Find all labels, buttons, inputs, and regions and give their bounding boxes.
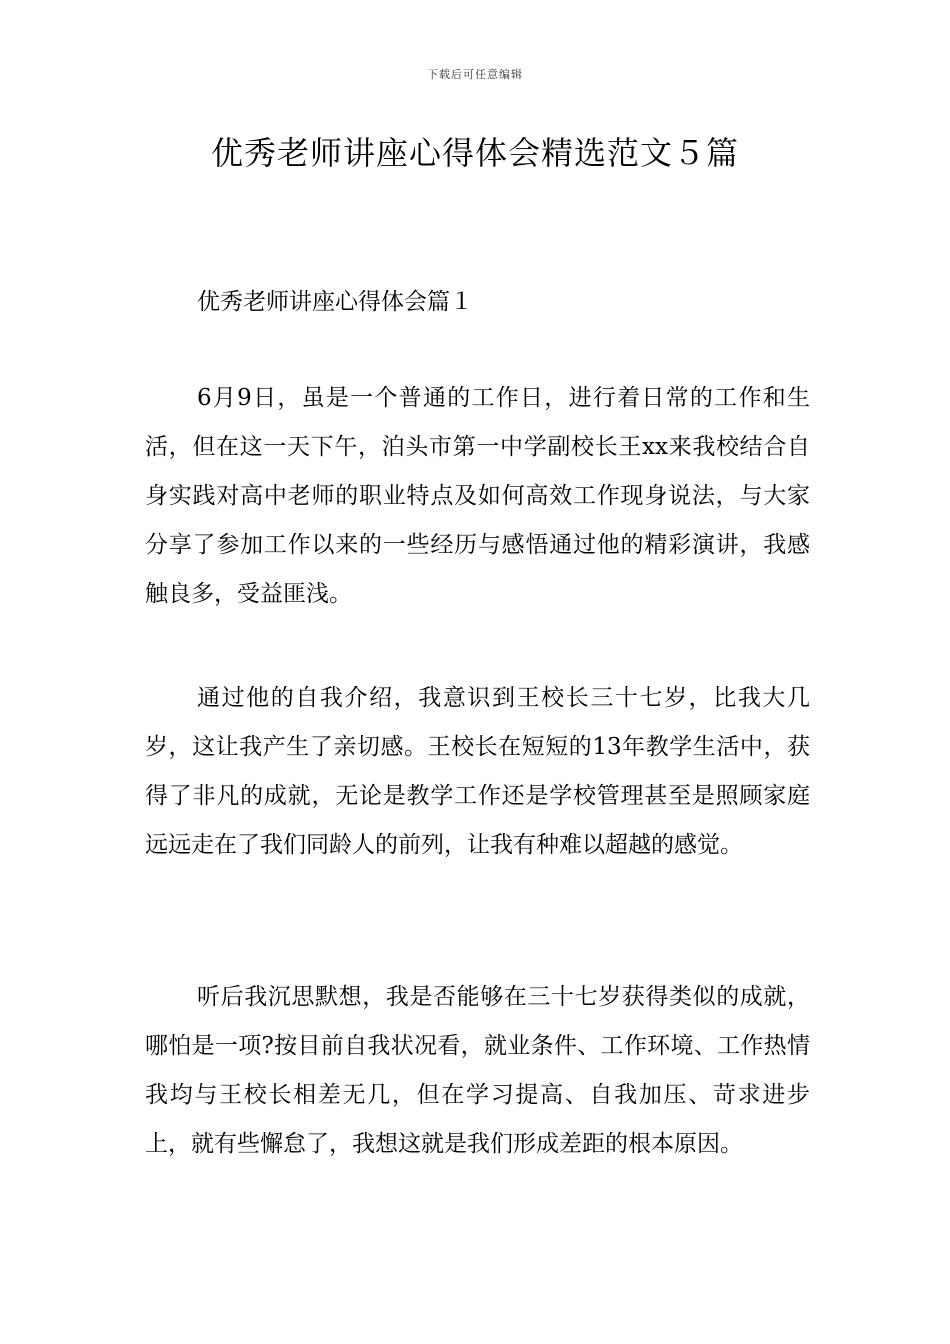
header-note: 下载后可任意编辑 (427, 68, 523, 81)
document-title: 优秀老师讲座心得体会精选范文５篇 (210, 134, 739, 172)
paragraph-2: 通过他的自我介绍，我意识到王校长三十七岁，比我大几岁，这让我产生了亲切感。王校长在短短的13年教学生活中，获得了非凡的成就，无论是教学工作还是学校管理甚至是照顾家庭远远走在了我们同龄人的前列，让我有种难以超越的感觉。 (145, 685, 810, 858)
section-heading: 优秀老师讲座心得体会篇１ (197, 289, 473, 315)
paragraph-3: 听后我沉思默想，我是否能够在三十七岁获得类似的成就，哪怕是一项?按目前自我状况看，就业条件、工作环境、工作热情我均与王校长相差无几，但在学习提高、自我加压、苛求进步上，就有些懈怠了，我想这就是我们形成差距的根本原因。 (145, 984, 810, 1157)
paragraph-1: 6月9日，虽是一个普通的工作日，进行着日常的工作和生活，但在这一天下午，泊头市第一中学副校长王xx来我校结合自身实践对高中老师的职业特点及如何高效工作现身说法，与大家分享了参加工作以来的一些经历与感悟通过他的精彩演讲，我感触良多，受益匪浅。 (145, 385, 810, 607)
